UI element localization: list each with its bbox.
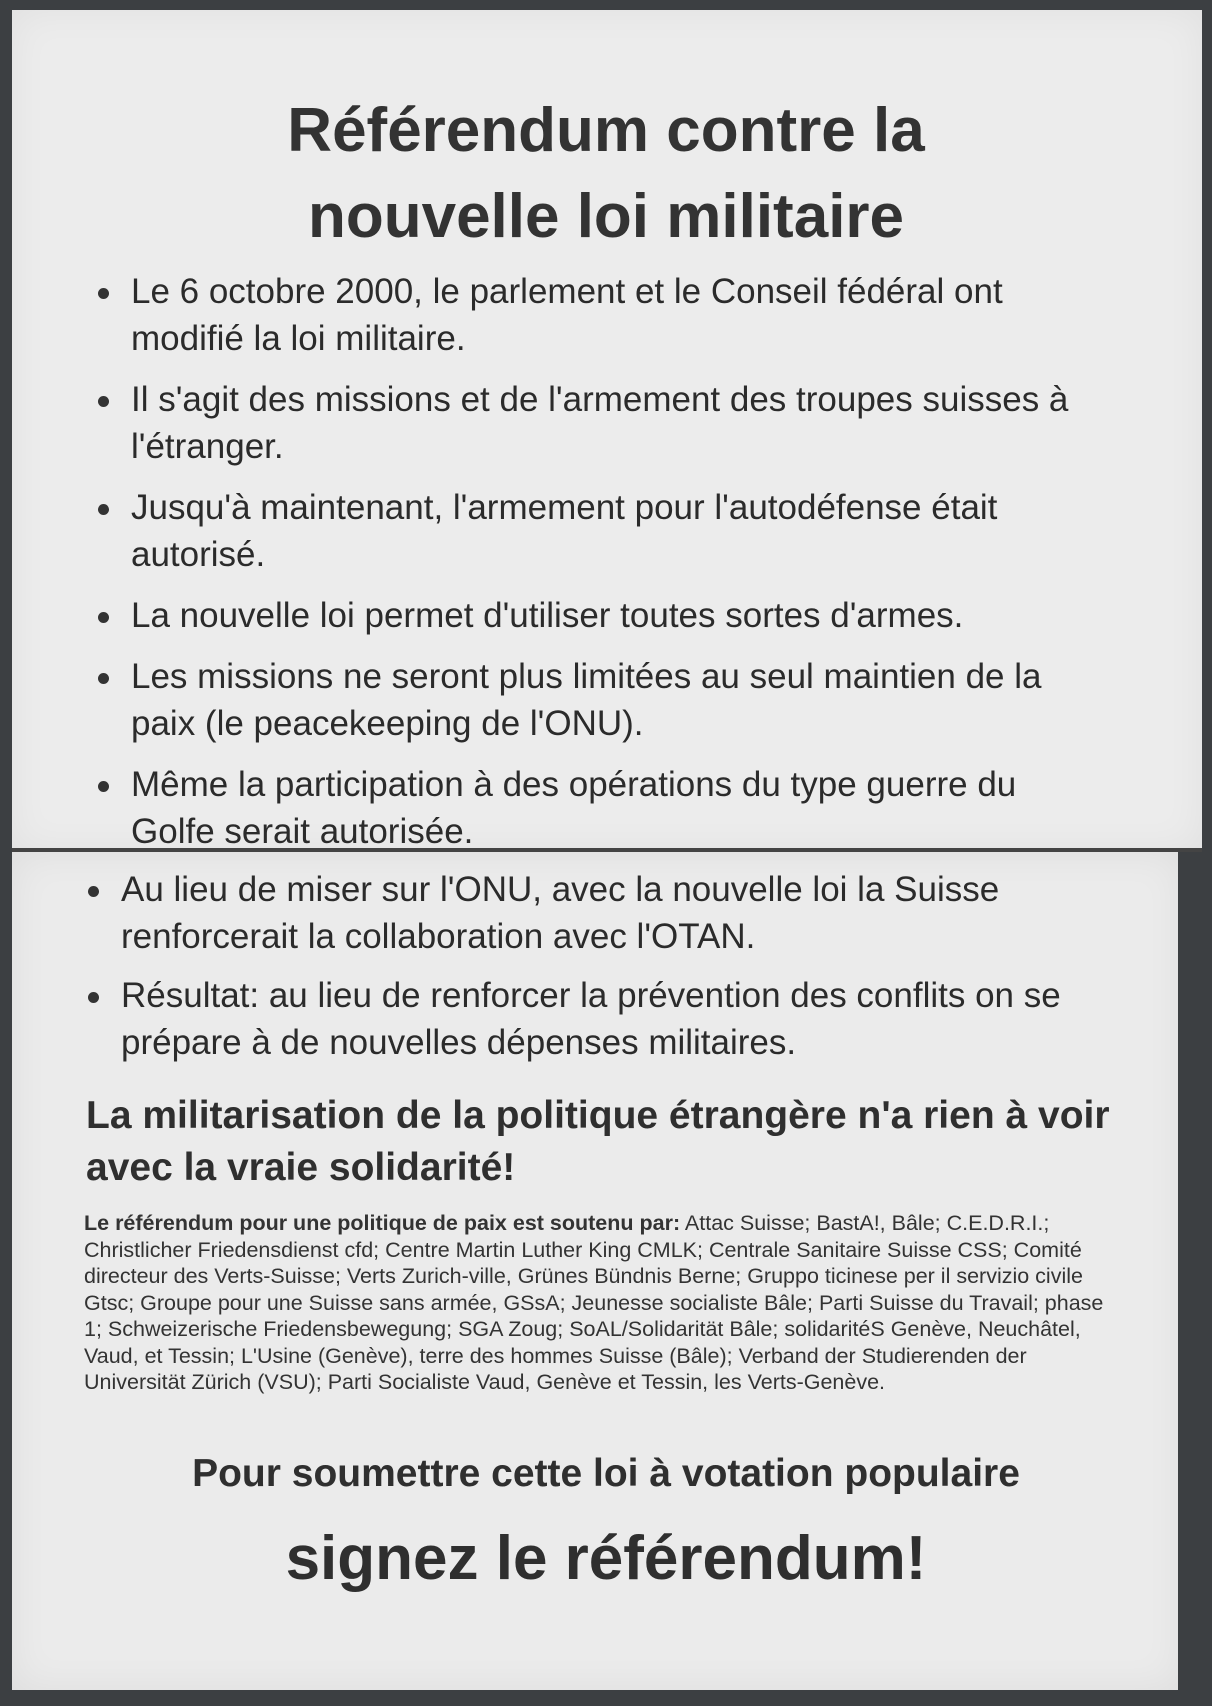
bullet-dot-icon bbox=[98, 396, 109, 407]
bullet-item: Le 6 octobre 2000, le parlement et le Conseil fédéral ont modifié la loi militaire. bbox=[131, 268, 1091, 362]
title-line-2: nouvelle loi militaire bbox=[307, 182, 905, 251]
flyer-title bbox=[0, 88, 1212, 260]
title-line-1: Référendum contre la bbox=[287, 96, 925, 165]
bullet-item: Résultat: au lieu de renforcer la prévention des conflits on se prépare à de nouvelles dépenses militaires. bbox=[121, 972, 1101, 1066]
bullet-item: Même la participation à des opérations du type guerre du Golfe serait autorisée. bbox=[131, 761, 1091, 855]
bullet-item: Les missions ne seront plus limitées au seul maintien de la paix (le peacekeeping de l'ONU). bbox=[131, 653, 1091, 747]
bullet-item: Jusqu'à maintenant, l'armement pour l'autodéfense était autorisé. bbox=[131, 484, 1091, 578]
bullet-list-top bbox=[131, 268, 1091, 869]
bullet-dot-icon bbox=[98, 673, 109, 684]
supporters-paragraph bbox=[84, 1210, 1114, 1396]
slogan-heading: La militarisation de la politique étrangère n'a rien à voir avec la vraie solidarité! bbox=[86, 1094, 1110, 1189]
bullet-dot-icon bbox=[88, 886, 99, 897]
bullet-dot-icon bbox=[98, 612, 109, 623]
supporters-lead: Le référendum pour une politique de paix est soutenu par: bbox=[84, 1211, 681, 1235]
bullet-list-bottom bbox=[121, 866, 1101, 1078]
supporters-list: Attac Suisse; BastA!, Bâle; C.E.D.R.I.; Christlicher Friedensdienst cfd; Centre Martin Luther King CMLK; Centrale Sanitaire Suisse CSS; Comité directeur des Verts-Suisse; Verts Zurich-ville, Grünes Bündnis Berne; Gruppo ticinese per il servizio civile Gtsc; Groupe pour une Suisse sans armée, GSsA; Jeunesse socialiste Bâle; Parti Suisse du Travail; phase 1; Schweizerische Friedensbewegung; SGA Zoug; SoAL/Solidarität Bâle; solidaritéS Genève, Neuchâtel, Vaud, et Tessin; L'Usine (Genève), terre des hommes Suisse (Bâle); Verband der Studierenden der Universität Zürich (VSU); Parti Socialiste Vaud, Genève et Tessin, les Verts-Genève. bbox=[84, 1211, 1104, 1394]
bullet-item: Au lieu de miser sur l'ONU, avec la nouvelle loi la Suisse renforcerait la collaboration avec l'OTAN. bbox=[121, 866, 1101, 960]
bullet-dot-icon bbox=[98, 504, 109, 515]
call-to-action-line-2: signez le référendum! bbox=[285, 1524, 927, 1593]
bullet-dot-icon bbox=[88, 992, 99, 1003]
bullet-item: La nouvelle loi permet d'utiliser toutes sortes d'armes. bbox=[131, 592, 1091, 639]
bullet-dot-icon bbox=[98, 288, 109, 299]
call-to-action-line-1: Pour soumettre cette loi à votation populaire bbox=[192, 1452, 1020, 1495]
bullet-dot-icon bbox=[98, 781, 109, 792]
bullet-item: Il s'agit des missions et de l'armement des troupes suisses à l'étranger. bbox=[131, 376, 1091, 470]
